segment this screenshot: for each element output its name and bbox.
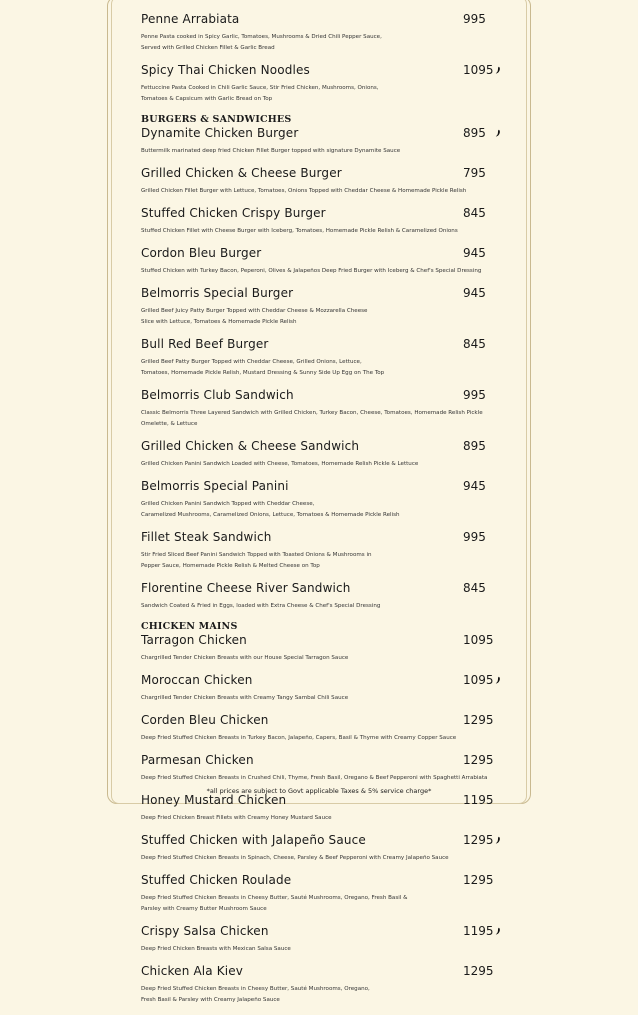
menu-item-price: 795 (463, 166, 486, 180)
chili-spicy-icon (495, 835, 501, 844)
tax-footer-note: *all prices are subject to Govt applicable Taxes & 5% service charge* (206, 787, 432, 795)
menu-item-description: Parsley with Creamy Butter Mushroom Sauce (141, 906, 267, 912)
menu-item-header (141, 964, 501, 984)
menu-item-name: Bull Red Beef Burger (141, 337, 269, 351)
menu-item-description: Deep Fried Chicken Breast Fillets with Creamy Honey Mustard Sauce (141, 815, 332, 821)
menu-item (141, 126, 501, 157)
menu-item (141, 12, 501, 54)
menu-content (141, 12, 501, 1015)
menu-item-description: Deep Fried Chicken Breasts with Mexican Salsa Sauce (141, 946, 291, 952)
chili-spicy-icon (495, 65, 501, 74)
menu-item-header (141, 12, 501, 32)
chili-spicy-icon (495, 128, 501, 137)
menu-item-name: Cordon Bleu Burger (141, 246, 262, 260)
menu-item (141, 633, 501, 664)
menu-item-price: 945 (463, 286, 486, 300)
menu-item-description: Deep Fried Stuffed Chicken Breasts in Cheesy Butter, Sauté Mushrooms, Oregano, (141, 986, 370, 992)
menu-item-description: Tomatoes, Homemade Pickle Relish, Mustard Dressing & Sunny Side Up Egg on The Top (141, 370, 385, 376)
menu-item-name: Belmorris Club Sandwich (141, 388, 294, 402)
menu-item-description: Stuffed Chicken Fillet with Cheese Burger with Iceberg, Tomatoes, Homemade Pickle Relish & Caramelized Onions (141, 228, 458, 234)
menu-item-description: Classic Belmorris Three Layered Sandwich with Grilled Chicken, Turkey Bacon, Cheese, Tomatoes, Homemade Relish Pickle (141, 410, 483, 416)
menu-item-description: Tomatoes & Capsicum with Garlic Bread on Top (141, 96, 273, 102)
menu-item (141, 206, 501, 237)
menu-item (141, 793, 501, 824)
menu-item-name: Florentine Cheese River Sandwich (141, 581, 351, 595)
menu-item-price: 845 (463, 581, 486, 595)
chili-spicy-icon (495, 675, 501, 684)
menu-item-name: Spicy Thai Chicken Noodles (141, 63, 310, 77)
menu-item-header (141, 581, 501, 601)
menu-item-name: Penne Arrabiata (141, 12, 240, 26)
menu-item-description: Chargrilled Tender Chicken Breasts with our House Special Tarragon Sauce (141, 655, 349, 661)
menu-item-header (141, 793, 501, 813)
menu-item-header (141, 924, 501, 944)
menu-item-header (141, 206, 501, 226)
menu-item (141, 873, 501, 915)
menu-item-price: 845 (463, 337, 486, 351)
menu-item-header (141, 633, 501, 653)
menu-item (141, 581, 501, 612)
menu-item-name: Stuffed Chicken Crispy Burger (141, 206, 326, 220)
menu-item-header (141, 166, 501, 186)
menu-item-price: 1295 (463, 713, 494, 727)
menu-item-description: Stuffed Chicken with Turkey Bacon, Peperoni, Olives & Jalapeños Deep Fried Burger with Iceberg & Chef's Special Dressing (141, 268, 482, 274)
menu-item-price: 1295 (463, 964, 494, 978)
menu-item-price: 1095 (463, 633, 494, 647)
menu-item-header (141, 246, 501, 266)
menu-item (141, 166, 501, 197)
menu-item-header (141, 530, 501, 550)
menu-item-name: Parmesan Chicken (141, 753, 254, 767)
menu-item-description: Deep Fried Stuffed Chicken Breasts in Turkey Bacon, Jalapeño, Capers, Basil & Thyme with Creamy Copper Sauce (141, 735, 457, 741)
menu-item-price: 945 (463, 479, 486, 493)
section-title-burgers: BURGERS & SANDWICHES (141, 114, 292, 125)
menu-item-description: Grilled Beef Juicy Patty Burger Topped with Cheddar Cheese & Mozzarella Cheese (141, 308, 368, 314)
menu-item (141, 439, 501, 470)
menu-item (141, 337, 501, 379)
menu-item-header (141, 479, 501, 499)
menu-item (141, 753, 501, 784)
menu-item-header (141, 673, 501, 693)
menu-item-name: Fillet Steak Sandwich (141, 530, 272, 544)
menu-item-header (141, 388, 501, 408)
menu-item-price: 1195 (463, 924, 494, 938)
menu-item (141, 924, 501, 955)
menu-item-price: 895 (463, 126, 486, 140)
menu-item-price: 995 (463, 12, 486, 26)
menu-item-header (141, 833, 501, 853)
menu-item-price: 1295 (463, 833, 494, 847)
menu-item-description: Fettuccine Pasta Cooked in Chili Garlic Sauce, Stir Fried Chicken, Mushrooms, Onions, (141, 85, 379, 91)
menu-item-header (141, 439, 501, 459)
menu-item (141, 286, 501, 328)
menu-item-name: Grilled Chicken & Cheese Sandwich (141, 439, 360, 453)
menu-item-price: 1295 (463, 753, 494, 767)
menu-item-header (141, 126, 501, 146)
menu-item (141, 673, 501, 704)
menu-item-name: Belmorris Special Panini (141, 479, 289, 493)
menu-item-header (141, 713, 501, 733)
menu-item-description: Omelette, & Lettuce (141, 421, 198, 427)
menu-item-description: Chargrilled Tender Chicken Breasts with Creamy Tangy Sambal Chili Sauce (141, 695, 349, 701)
menu-item-price: 945 (463, 246, 486, 260)
menu-item-name: Stuffed Chicken Roulade (141, 873, 292, 887)
menu-item-header (141, 337, 501, 357)
menu-item-description: Grilled Chicken Panini Sandwich Loaded with Cheese, Tomatoes, Homemade Relish Pickle & Lettuce (141, 461, 419, 467)
chili-spicy-icon (495, 926, 501, 935)
menu-item-description: Sandwich Coated & Fried in Eggs, loaded with Extra Cheese & Chef's Special Dressing (141, 603, 381, 609)
menu-item-description: Fresh Basil & Parsley with Creamy Jalapeño Sauce (141, 997, 280, 1003)
menu-item-price: 895 (463, 439, 486, 453)
menu-item-header (141, 873, 501, 893)
menu-item-price: 995 (463, 530, 486, 544)
menu-item (141, 479, 501, 521)
menu-item (141, 713, 501, 744)
menu-item-description: Grilled Chicken Panini Sandwich Topped with Cheddar Cheese, (141, 501, 315, 507)
menu-item-header (141, 63, 501, 83)
menu-item-name: Tarragon Chicken (141, 633, 247, 647)
menu-item-price: 845 (463, 206, 486, 220)
menu-item-description: Grilled Chicken Fillet Burger with Lettuce, Tomatoes, Onions Topped with Cheddar Cheese & Homemade Pickle Relish (141, 188, 467, 194)
menu-item-name: Belmorris Special Burger (141, 286, 294, 300)
section-title-chicken: CHICKEN MAINS (141, 621, 238, 632)
menu-item-description: Served with Grilled Chicken Fillet & Garlic Bread (141, 45, 275, 51)
menu-item-description: Grilled Beef Patty Burger Topped with Cheddar Cheese, Grilled Onions, Lettuce, (141, 359, 362, 365)
menu-item-description: Slice with Lettuce, Tomatoes & Homemade Pickle Relish (141, 319, 297, 325)
menu-item-description: Penne Pasta cooked in Spicy Garlic, Tomatoes, Mushrooms & Dried Chili Pepper Sauce, (141, 34, 382, 40)
pasta-list (141, 12, 501, 105)
menu-item (141, 964, 501, 1006)
menu-item-name: Stuffed Chicken with Jalapeño Sauce (141, 833, 366, 847)
burgers-list (141, 126, 501, 612)
menu-item-description: Deep Fried Stuffed Chicken Breasts in Crushed Chili, Thyme, Fresh Basil, Oregano & Beef Pepperoni with Spaghetti Arrabiata (141, 775, 488, 781)
menu-item-header (141, 753, 501, 773)
menu-item-description: Deep Fried Stuffed Chicken Breasts in Spinach, Cheese, Parsley & Beef Pepperoni with Creamy Jalapeño Sauce (141, 855, 449, 861)
menu-item-description: Stir Fried Sliced Beef Panini Sandwich Topped with Toasted Onions & Mushrooms in (141, 552, 372, 558)
menu-item-description: Deep Fried Stuffed Chicken Breasts in Cheesy Butter, Sauté Mushrooms, Oregano, Fresh Basil & (141, 895, 408, 901)
menu-item-price: 1195 (463, 793, 494, 807)
menu-item-price: 1295 (463, 873, 494, 887)
menu-item-name: Honey Mustard Chicken (141, 793, 287, 807)
menu-item-description: Buttermilk marinated deep fried Chicken Fillet Burger topped with signature Dynamite Sauce (141, 148, 401, 154)
chicken-list (141, 633, 501, 1006)
menu-item-name: Corden Bleu Chicken (141, 713, 269, 727)
menu-item-price: 1095 (463, 63, 494, 77)
menu-item-price: 1095 (463, 673, 494, 687)
menu-item (141, 388, 501, 430)
menu-item-name: Crispy Salsa Chicken (141, 924, 269, 938)
menu-item (141, 63, 501, 105)
menu-item (141, 530, 501, 572)
menu-item-description: Caramelized Mushrooms, Caramelized Onions, Lettuce, Tomatoes & Homemade Pickle Relish (141, 512, 400, 518)
menu-item (141, 246, 501, 277)
menu-item (141, 833, 501, 864)
menu-item-price: 995 (463, 388, 486, 402)
menu-item-header (141, 286, 501, 306)
menu-item-name: Chicken Ala Kiev (141, 964, 244, 978)
menu-item-name: Grilled Chicken & Cheese Burger (141, 166, 342, 180)
menu-item-description: Pepper Sauce, Homemade Pickle Relish & Melted Cheese on Top (141, 563, 320, 569)
menu-item-name: Moroccan Chicken (141, 673, 253, 687)
menu-item-name: Dynamite Chicken Burger (141, 126, 299, 140)
